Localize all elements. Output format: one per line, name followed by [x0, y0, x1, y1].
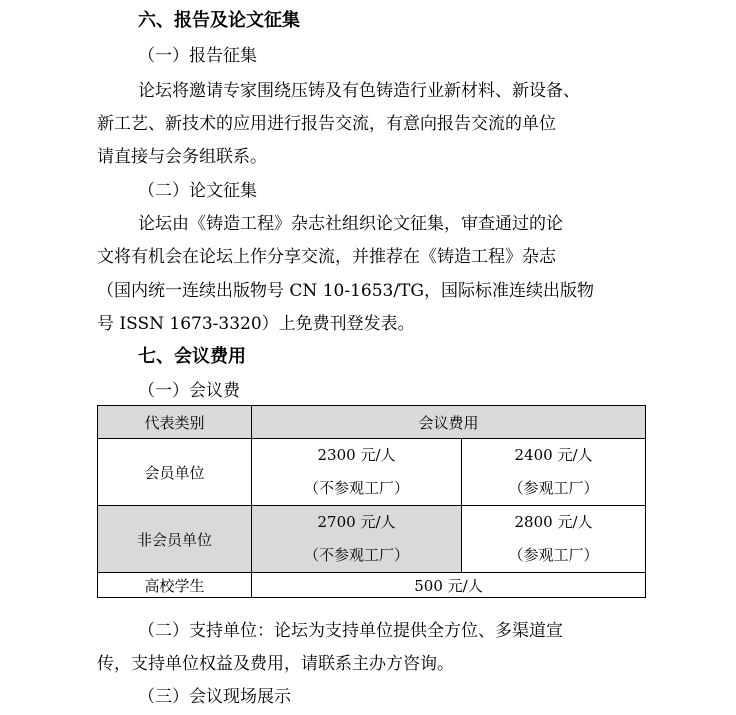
header-category: 代表类别: [98, 406, 252, 439]
paragraph-line: 文将有机会在论坛上作分享交流，并推荐在《铸造工程》杂志: [97, 247, 556, 267]
fee-table: [97, 405, 646, 598]
section6-sub2-title: （二）论文征集: [138, 181, 257, 201]
section7-sub1-title: （一）会议费: [138, 381, 240, 401]
section7-title: 七、会议费用: [138, 346, 246, 367]
fee-amount: 2400 元/人: [514, 446, 593, 464]
fee-cell: [252, 439, 462, 506]
paragraph-line: （国内统一连续出版物号 CN 10-1653/TG，国际标准连续出版物: [97, 281, 594, 301]
paragraph-line: 论坛将邀请专家围绕压铸及有色铸造行业新材料、新设备、: [138, 81, 580, 101]
table-row: [98, 573, 646, 598]
fee-note: （不参观工厂）: [303, 479, 409, 497]
fee-note: （不参观工厂）: [303, 546, 409, 564]
section6-sub1-title: （一）报告征集: [138, 46, 257, 66]
fee-amount: 2300 元/人: [317, 446, 396, 464]
row-category: 会员单位: [98, 439, 252, 506]
fee-cell: 500 元/人: [252, 573, 646, 598]
fee-note: （参观工厂）: [508, 546, 599, 564]
header-fee: 会议费用: [252, 406, 646, 439]
paragraph-line: 新工艺、新技术的应用进行报告交流，有意向报告交流的单位: [97, 114, 556, 134]
fee-amount: 2700 元/人: [317, 513, 396, 531]
section7-sub3-title: （三）会议现场展示: [138, 687, 291, 707]
table-header-row: [98, 406, 646, 439]
fee-cell: [462, 506, 646, 573]
table-row: [98, 506, 646, 573]
fee-cell: [252, 506, 462, 573]
paragraph-line: （二）支持单位：论坛为支持单位提供全方位、多渠道宣: [138, 621, 563, 641]
fee-note: （参观工厂）: [508, 479, 599, 497]
row-category: 高校学生: [98, 573, 252, 598]
paragraph-line: 论坛由《铸造工程》杂志社组织论文征集，审查通过的论: [138, 214, 563, 234]
paragraph-line: 传，支持单位权益及费用，请联系主办方咨询。: [97, 654, 454, 674]
fee-amount: 2800 元/人: [514, 513, 593, 531]
fee-cell: [462, 439, 646, 506]
paragraph-line: 请直接与会务组联系。: [97, 147, 267, 167]
table-row: [98, 439, 646, 506]
section6-title: 六、报告及论文征集: [138, 10, 300, 31]
paragraph-line: 号 ISSN 1673-3320）上免费刊登发表。: [97, 314, 415, 334]
row-category: 非会员单位: [98, 506, 252, 573]
